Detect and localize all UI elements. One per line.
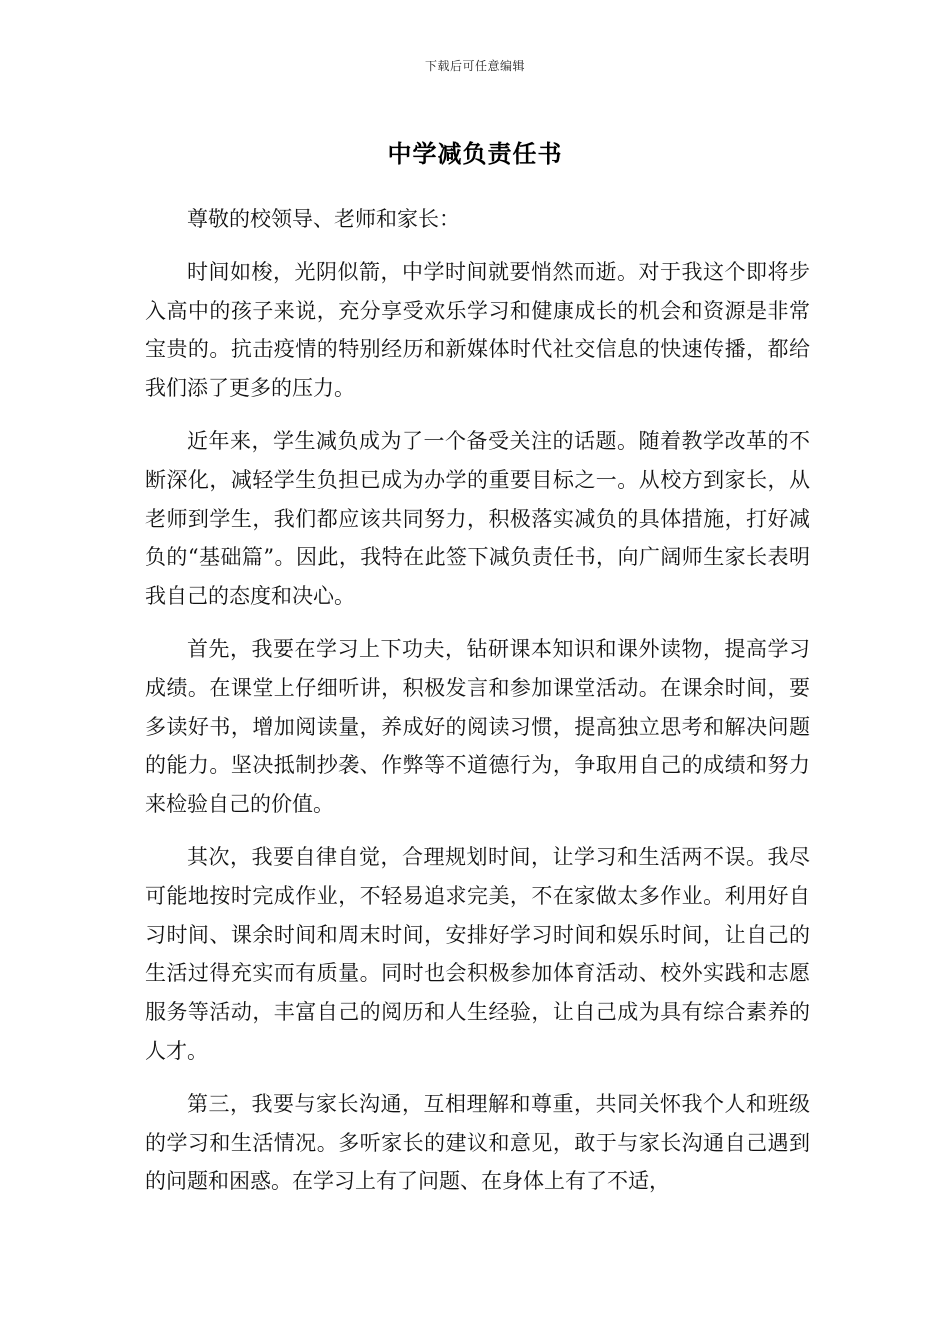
document-body (145, 200, 810, 1215)
salutation: 尊敬的校领导、老师和家长： (187, 207, 460, 231)
paragraph-2: 近年来，学生减负成为了一个备受关注的话题。随着教学改革的不断深化，减轻学生负担已成为办学的重要目标之一。从校方到家长，从老师到学生，我们都应该共同努力，积极落实减负的具体措施，打好减负的“基础篇”。因此，我特在此签下减负责任书，向广阔师生家长表明我自己的态度和决心。 (145, 428, 810, 609)
document-title: 中学减负责任书 (387, 140, 563, 168)
paragraph-3: 首先，我要在学习上下功夫，钻研课本知识和课外读物，提高学习成绩。在课堂上仔细听讲，积极发言和参加课堂活动。在课余时间，要多读好书，增加阅读量，养成好的阅读习惯，提高独立思考和解决问题的能力。坚决抵制抄袭、作弊等不道德行为，争取用自己的成绩和努力来检验自己的价值。 (145, 636, 810, 817)
paragraph-4: 其次，我要自律自觉，合理规划时间，让学习和生活两不误。我尽可能地按时完成作业，不轻易追求完美，不在家做太多作业。利用好自习时间、课余时间和周末时间，安排好学习时间和娱乐时间，让自己的生活过得充实而有质量。同时也会积极参加体育活动、校外实践和志愿服务等活动，丰富自己的阅历和人生经验，让自己成为具有综合素养的人才。 (145, 844, 810, 1063)
paragraph-5: 第三，我要与家长沟通，互相理解和尊重，共同关怀我个人和班级的学习和生活情况。多听家长的建议和意见，敢于与家长沟通自己遇到的问题和困惑。在学习上有了问题、在身体上有了不适， (145, 1091, 810, 1194)
paragraph-1: 时间如梭，光阴似箭，中学时间就要悄然而逝。对于我这个即将步入高中的孩子来说，充分享受欢乐学习和健康成长的机会和资源是非常宝贵的。抗击疫情的特别经历和新媒体时代社交信息的快速传播，都给我们添了更多的压力。 (145, 259, 810, 401)
header-note: 下载后可任意编辑 (424, 59, 525, 73)
